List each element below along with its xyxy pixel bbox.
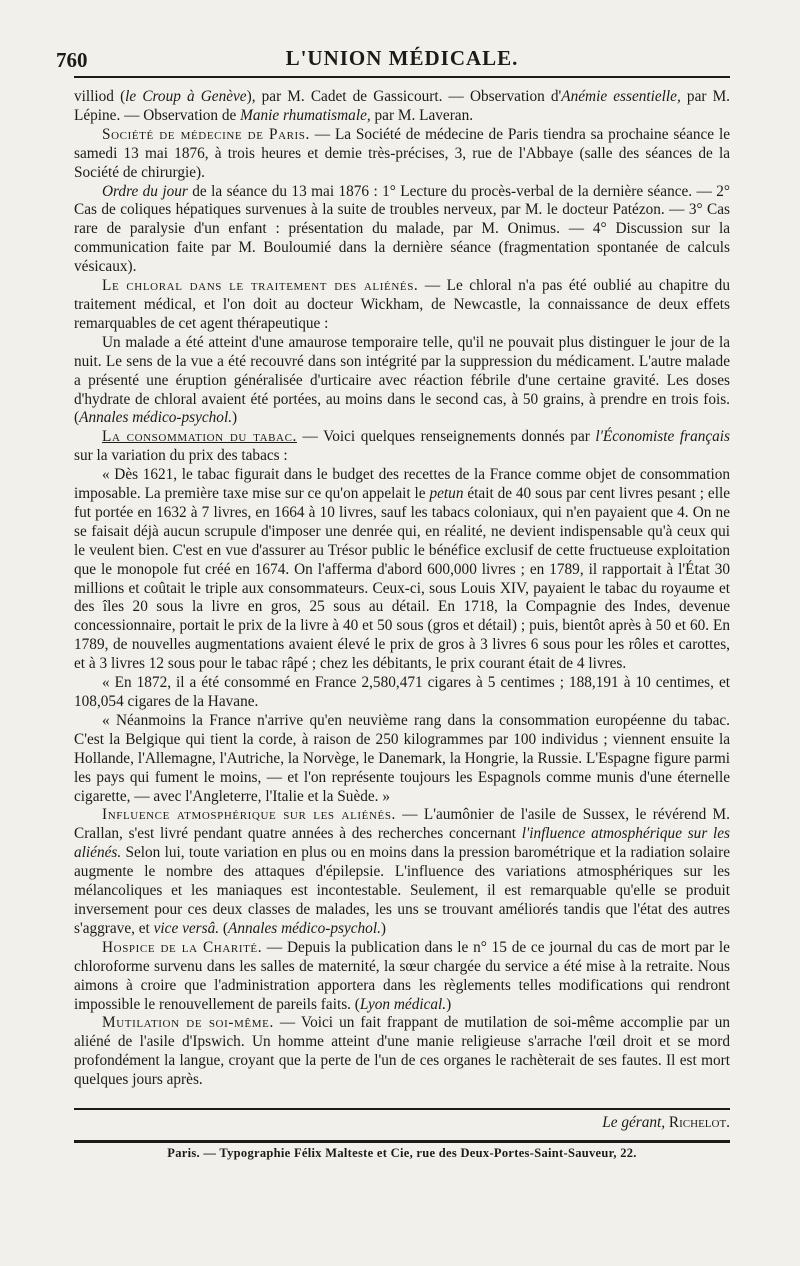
section-heading: La consommation du tabac. [102, 428, 297, 446]
italic-run: Ordre du jour [102, 182, 188, 200]
text-run: ) [380, 919, 387, 937]
paragraph-tabac-europe [74, 712, 730, 807]
text-run: — L'aumônier de l'asile de Sussex, le révérend M. Crallan, s'est livré pendant quatre années à des recherches concernant [74, 806, 730, 843]
text-run: de la séance du 13 mai 1876 : 1° Lecture du procès-verbal de la dernière séance. — 2° Cas de coliques hépatiques survenues à la suite de troubles nerveux, par M. le docteur Patézon. — 3° Cas rare de paralysie d'un enfant : présentation du malade, par M. Onimus. — 4° Discussion sur la communication faite par M. Bouloumié dans la dernière séance (fragmentation spontanée de calculs vésicaux). [74, 182, 731, 276]
page-number: 760 [56, 48, 88, 72]
text-run: ) [446, 995, 452, 1013]
text-run: villiod ( [74, 88, 126, 105]
paragraph-influence-atmospherique [74, 806, 730, 938]
italic-run: Anémie essentielle, [561, 88, 681, 105]
text-run: « En 1872, il a été consommé en France 2,580,471 cigares à 5 centimes ; 188,191 à 10 centimes, et 108,054 cigares de la Havane. [74, 674, 730, 710]
text-run: sur la variation du prix des tabacs : [74, 447, 288, 465]
footer-divider [74, 1108, 730, 1110]
text-run: par M. Lépine. — Observation de [74, 88, 730, 124]
paragraph-hospice-charite [74, 939, 730, 1015]
paragraph-chloral [74, 277, 730, 334]
italic-run: l'Économiste français [595, 428, 731, 446]
text-run: — Depuis la publication dans le n° 15 de ce journal du cas de mort par le chloroforme survenu dans les salles de maternité, la sœur chargée du service a été mise à la retraite. Nous aimons à croire que l'administration apportera dans les règlements telles modifications qui rendront impossible le renouvellement de pareils faits. ( [74, 938, 730, 1013]
italic-run: Annales médico-psychol. [227, 919, 381, 937]
text-run: — Voici quelques renseignements donnés par [296, 428, 596, 446]
paragraph-tabac-1872 [74, 674, 730, 712]
paragraph-ordre-du-jour [74, 183, 730, 278]
text-run: — Le chloral n'a pas été oublié au chapitre du traitement médical, et l'on doit au docteur Wickham, de Newcastle, la connaissance de deux effets remarquables de cet agent thérapeutique : [74, 277, 730, 332]
italic-run: petun [429, 485, 464, 503]
running-title: L'UNION MÉDICALE. [285, 46, 519, 70]
paragraph-societe-medecine [74, 126, 730, 183]
text-run: était de 40 sous par cent livres pesant ; elle fut portée en 1632 à 7 livres, en 1664 à 10 livres, sauf les tabacs coloniaux, qui n'en payaient que 4. On ne se faisait déjà aucun scrupule d'imposer une denrée qui, en réalité, ne devient indispensable qu'à ceux qui le veulent bien. C'est en vue d'assurer au Trésor public le bénéfice exclusif de cette fructueuse exploitation que le monopole fut créé en 1674. On l'afferma d'abord 600,000 livres ; en 1789, il rapportait à l'État 30 millions et coûtait le triple aux consommateurs. Ceux-ci, sous Louis XIV, payaient le tabac du royaume et des îles 20 sous la livre en gros, 25 sous au détail. En 1718, la Compagnie des Indes, devenue concessionnaire, portait le prix de la livre à 40 et 50 sous (gros et détail) ; puis, bientôt après à 50 et 60. En 1789, de nouvelles augmentations avaient élevé le prix de gros à 3 livres 6 sous pour les rôles et carottes, et à 3 livres 12 sous pour le tabac râpé ; chez les débitants, le prix courant était de 4 livres. [74, 485, 730, 673]
italic-run: vice versâ. [153, 919, 220, 937]
italic-run: le Croup à Genève [125, 88, 247, 105]
imprint-divider [74, 1140, 730, 1143]
text-run: ), par M. Cadet de Gassicourt. — Observation d' [246, 88, 562, 105]
section-heading: Influence atmosphérique sur les aliénés. [102, 806, 396, 824]
text-run: par M. Laveran. [370, 106, 474, 124]
paragraph-tabac-history [74, 466, 730, 674]
paragraph-observations [74, 88, 730, 126]
section-heading: Hospice de la Charité. [102, 938, 263, 956]
italic-run: Manie rhumatismale, [240, 106, 371, 124]
paragraph-tabac [74, 428, 730, 466]
page-header [56, 40, 730, 78]
italic-run: Annales médico-psychol. [79, 409, 233, 427]
section-heading: Mutilation de soi-même. [102, 1014, 274, 1032]
text-run: — La Société de médecine de Paris tiendra sa prochaine séance le samedi 13 mai 1876, à trois heures et demie très-précises, 3, rue de l'Abbaye (salle des séances de la Société de chirurgie). [74, 125, 730, 181]
section-heading: Le chloral dans le traitement des aliénés. [102, 277, 419, 295]
text-run: ( [219, 919, 228, 937]
italic-run: Lyon médical. [359, 995, 447, 1013]
text-run: ) [232, 409, 238, 427]
text-run: Selon lui, toute variation en plus ou en moins dans la pression barométrique et la radiation solaire augmente le nombre des attaques d'épilepsie. L'influence des variations atmosphériques sur les mélancoliques et les maniaques est incontestable. Seulement, il est remarquable qu'elle se produit inversement pour ces deux classes de malades, les uns se trouvant améliorés tandis que l'état des autres s'aggrave, et [74, 844, 730, 937]
paragraph-chloral-cases [74, 334, 730, 429]
signature [74, 1114, 730, 1132]
text-run: — Voici un fait frappant de mutilation de soi-même accomplie par un aliéné de l'asile d'Ipswich. Un homme atteint d'une manie religieuse s'arrache l'œil droit et se mord profondément la langue, croyant que la perte de l'un de ces organes le rachèterait de ses fautes. Il est mort quelques jours après. [74, 1014, 731, 1089]
signature-name: Richelot. [668, 1114, 730, 1132]
section-heading: Société de médecine de Paris. [102, 125, 310, 143]
italic-run: l'influence atmosphérique sur les aliénés. [74, 825, 730, 862]
printer-imprint: Paris. — Typographie Félix Malteste et Cie, rue des Deux-Portes-Saint-Sauveur, 22. [167, 1146, 637, 1161]
text-run: « Dès 1621, le tabac figurait dans le budget des recettes de la France comme objet de consommation imposable. La première taxe mise sur ce qu'on appelait le [74, 466, 730, 503]
signature-role: Le gérant, [602, 1114, 666, 1132]
text-run: « Néanmoins la France n'arrive qu'en neuvième rang dans la consommation européenne du tabac. C'est la Belgique qui tient la corde, à raison de 250 kilogrammes par 100 individus ; viennent ensuite la Hollande, l'Allemagne, l'Autriche, la Norvège, le Danemark, la Hongrie, la Russie. L'Espagne figure parmi les pays qui fument le moins, — et l'on représente toujours les Espagnols comme munis d'une éternelle cigarette, — avec l'Angleterre, l'Italie et la Suède. » [74, 711, 730, 805]
paragraph-mutilation [74, 1014, 730, 1090]
text-run: Un malade a été atteint d'une amaurose temporaire telle, qu'il ne pouvait plus distinguer le jour de la nuit. Le sens de la vue a été recouvré dans son intégrité par la suppression du médicament. L'autre malade a présenté une éruption généralisée d'urticaire avec réaction fébrile d'une certaine gravité. Les doses d'hydrate de chloral avaient été portées, au moins dans le second cas, à 50 grains, à prendre en trois fois. ( [74, 333, 730, 427]
article-body [74, 88, 730, 1090]
